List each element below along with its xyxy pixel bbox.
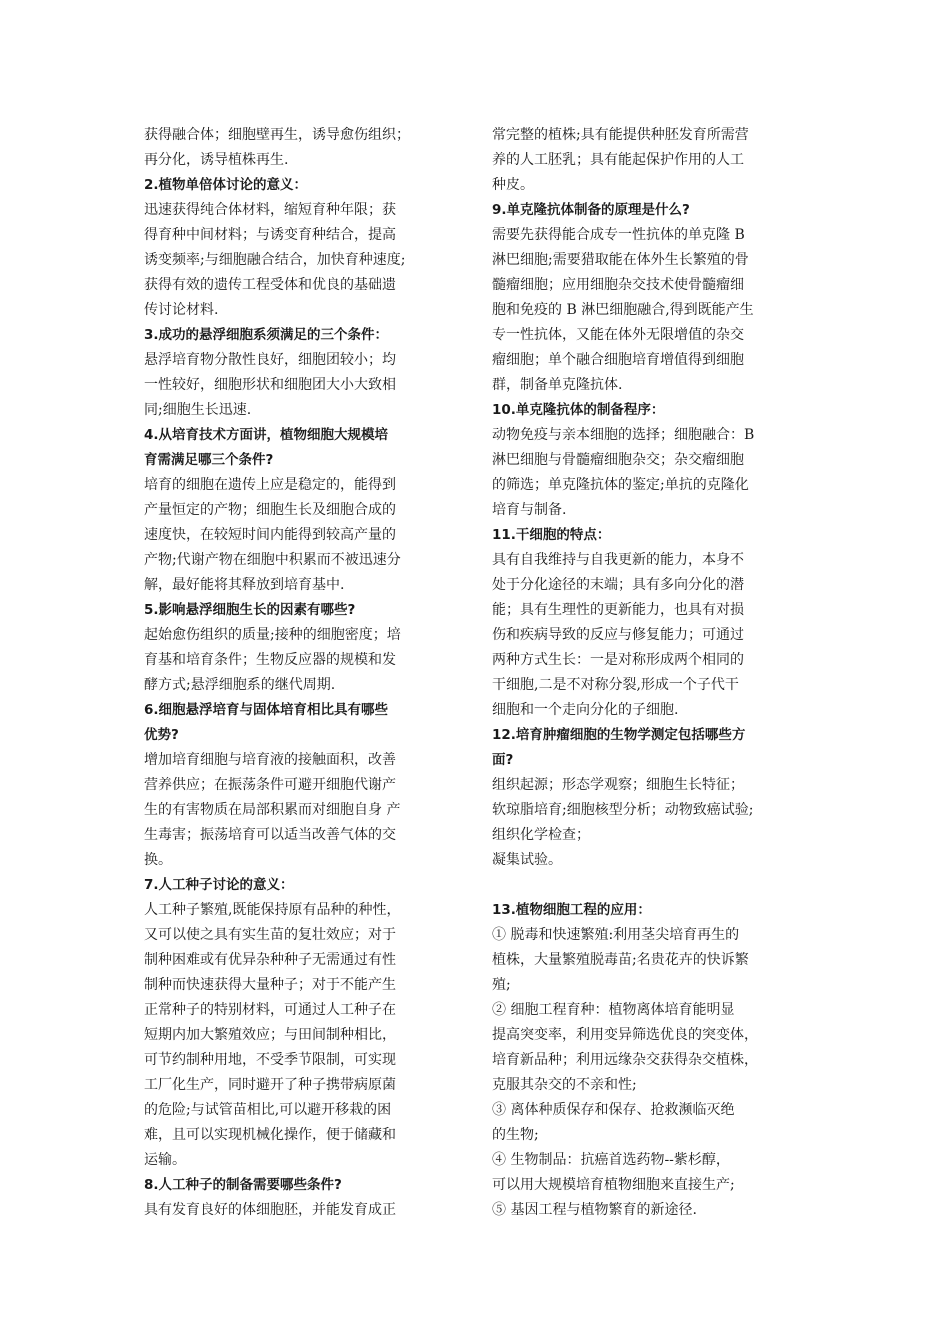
text-line: 换。 [144,852,172,868]
text-line: 面? [492,752,514,768]
question-heading [144,423,460,473]
text-line: 人工种子繁殖,既能保持原有品种的种性， [144,902,401,918]
text-line: 正常种子的特别材料，可通过人工种子在 [144,1002,396,1018]
text-line: 起始愈伤组织的质量;接种的细胞密度；培 [144,627,401,643]
answer-paragraph [144,1198,460,1223]
question-heading [492,198,810,223]
answer-paragraph [492,123,810,198]
answer-paragraph [144,623,460,698]
answer-paragraph [492,223,810,398]
question-heading [144,1173,460,1198]
text-line: 增加培育细胞与培育液的接触面积，改善 [144,752,396,768]
right-column [492,123,810,1223]
text-line: ③ 离体种质保存和保存、抢救濒临灭绝 [492,1102,735,1118]
text-line: ⑤ 基因工程与植物繁育的新途径. [492,1202,697,1218]
text-line: 的危险;与试管苗相比,可以避开移栽的困 [144,1102,392,1118]
question-heading [144,598,460,623]
text-line: 胞和免疫的 B 淋巴细胞融合,得到既能产生 [492,302,754,318]
text-line: 可节约制种用地，不受季节限制，可实现 [144,1052,396,1068]
text-line: 动物免疫与亲本细胞的选择；细胞融合：B [492,427,755,443]
text-line: 获得有效的遗传工程受体和优良的基础遗 [144,277,396,293]
text-line: 淋巴细胞与骨髓瘤细胞杂交；杂交瘤细胞 [492,452,744,468]
text-line: 的生物; [492,1127,539,1143]
text-line: 植株，大量繁殖脱毒苗;名贵花卉的快诉繁 [492,952,749,968]
text-line: 迅速获得纯合体材料，缩短育种年限；获 [144,202,396,218]
text-line: 组织化学检查； [492,827,590,843]
text-line: 淋巴细胞;需要猎取能在体外生长繁殖的骨 [492,252,749,268]
text-line: 凝集试验。 [492,852,562,868]
text-line: 伤和疾病导致的反应与修复能力；可通过 [492,627,744,643]
text-line: 6.细胞悬浮培育与固体培育相比具有哪些 [144,702,389,718]
question-heading [492,398,810,423]
text-line: 4.从培育技术方面讲，植物细胞大规模培 [144,427,389,443]
question-heading [144,873,460,898]
text-line: 10.单克隆抗体的制备程序： [492,402,665,418]
text-line: 两种方式生长：一是对称形成两个相同的 [492,652,744,668]
text-line: 11.干细胞的特点： [492,527,611,543]
text-line: 悬浮培育物分散性良好，细胞团较小；均 [144,352,396,368]
answer-paragraph [144,748,460,873]
text-line: ② 细胞工程育种：植物离体培育能明显 [492,1002,735,1018]
text-line: 育需满足哪三个条件? [144,452,274,468]
text-line: 制种而快速获得大量种子；对于不能产生 [144,977,396,993]
text-line: 需要先获得能合成专一性抗体的单克隆 B [492,227,745,243]
text-line: 软琼脂培育;细胞核型分析；动物致癌试验; [492,802,754,818]
question-heading [492,723,810,773]
text-line: 育基和培育条件；生物反应器的规模和发 [144,652,396,668]
text-line: 3.成功的悬浮细胞系须满足的三个条件： [144,327,389,343]
text-line: 具有自我维持与自我更新的能力，本身不 [492,552,744,568]
text-line: 7.人工种子讨论的意义： [144,877,294,893]
answer-paragraph [144,898,460,1173]
text-line [492,873,810,898]
text-line: 殖; [492,977,511,993]
text-line: 解，最好能将其释放到培育基中. [144,577,345,593]
text-line: 13.植物细胞工程的应用： [492,902,651,918]
text-line: 培育与制备. [492,502,567,518]
text-line: ④ 生物制品：抗癌首选药物--紫杉醇， [492,1152,730,1168]
answer-paragraph [492,423,810,523]
text-line: 培育新品种；利用远缘杂交获得杂交植株， [492,1052,758,1068]
text-line: 9.单克隆抗体制备的原理是什么? [492,202,690,218]
text-line: 2.植物单倍体讨论的意义： [144,177,308,193]
text-line: 髓瘤细胞；应用细胞杂交技术使骨髓瘤细 [492,277,744,293]
text-line: 短期内加大繁殖效应；与田间制种相比， [144,1027,396,1043]
answer-paragraph [144,348,460,423]
text-line: 12.培育肿瘤细胞的生物学测定包括哪些方 [492,727,746,743]
text-line: 产物;代谢产物在细胞中积累而不被迅速分 [144,552,401,568]
text-line: 产量恒定的产物；细胞生长及细胞合成的 [144,502,396,518]
text-line: 速度快，在较短时间内能得到较高产量的 [144,527,396,543]
text-line: 瘤细胞；单个融合细胞培育增值得到细胞 [492,352,744,368]
question-heading [144,323,460,348]
text-line: 可以用大规模培育植物细胞来直接生产; [492,1177,735,1193]
text-line: ① 脱毒和快速繁殖:利用茎尖培育再生的 [492,927,740,943]
text-line: 能；具有生理性的更新能力，也具有对损 [492,602,744,618]
text-line: 运输。 [144,1152,186,1168]
text-line: 组织起源；形态学观察；细胞生长特征； [492,777,744,793]
text-line: 专一性抗体，又能在体外无限增值的杂交 [492,327,744,343]
text-line: 再分化，诱导植株再生. [144,152,289,168]
text-line: 种皮。 [492,177,534,193]
text-line: 生的有害物质在局部积累而对细胞自身 产 [144,802,401,818]
text-line: 提高突变率，利用变异筛选优良的突变体， [492,1027,758,1043]
text-line: 培育的细胞在遗传上应是稳定的，能得到 [144,477,396,493]
answer-paragraph [144,198,460,323]
question-heading [144,698,460,748]
text-line: 处于分化途径的末端；具有多向分化的潜 [492,577,744,593]
question-heading [492,523,810,548]
text-line: 8.人工种子的制备需要哪些条件? [144,1177,342,1193]
text-line: 养的人工胚乳；具有能起保护作用的人工 [492,152,744,168]
question-heading [144,173,460,198]
text-line: 得育种中间材料；与诱变育种结合，提高 [144,227,396,243]
text-line: 传讨论材料. [144,302,219,318]
blank-line [492,873,810,898]
text-line: 营养供应；在振荡条件可避开细胞代谢产 [144,777,396,793]
text-line: 的筛选；单克隆抗体的鉴定;单抗的克隆化 [492,477,749,493]
text-line: 细胞和一个走向分化的子细胞. [492,702,679,718]
text-line: 生毒害；振荡培育可以适当改善气体的交 [144,827,396,843]
text-line: 具有发育良好的体细胞胚，并能发育成正 [144,1202,396,1218]
text-line: 诱变频率;与细胞融合结合，加快育种速度; [144,252,406,268]
text-line: 优势? [144,727,179,743]
text-line: 常完整的植株;具有能提供种胚发育所需营 [492,127,749,143]
left-column [144,123,460,1223]
text-line: 工厂化生产，同时避开了种子携带病原菌 [144,1077,396,1093]
text-line: 制种困难或有优异杂种种子无需通过有性 [144,952,396,968]
text-line: 一性较好，细胞形状和细胞团大小大致相 [144,377,396,393]
text-line: 群，制备单克隆抗体. [492,377,623,393]
text-line: 难，且可以实现机械化操作，便于储藏和 [144,1127,396,1143]
text-line: 又可以使之具有实生苗的复壮效应；对于 [144,927,396,943]
answer-paragraph [144,473,460,598]
answer-paragraph [492,923,810,1223]
answer-paragraph [144,123,460,173]
question-heading [492,898,810,923]
answer-paragraph [492,548,810,723]
text-line: 同;细胞生长迅速. [144,402,252,418]
text-line: 获得融合体；细胞壁再生，诱导愈伤组织； [144,127,410,143]
text-line: 干细胞,二是不对称分裂,形成一个子代干 [492,677,739,693]
answer-paragraph [492,773,810,873]
text-line: 酵方式;悬浮细胞系的继代周期. [144,677,336,693]
text-line: 5.影响悬浮细胞生长的因素有哪些? [144,602,356,618]
text-line: 克服其杂交的不亲和性; [492,1077,637,1093]
